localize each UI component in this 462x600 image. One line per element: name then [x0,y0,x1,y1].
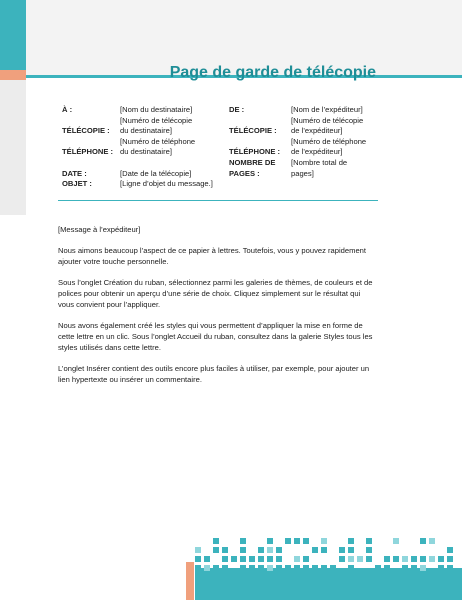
sender-phone-label: TÉLÉPHONE : [229,147,281,157]
message-body [58,224,378,395]
pattern-square [249,556,255,562]
pattern-square [321,538,327,544]
recipient-phone-value-line2[interactable]: du destinataire] [120,147,172,157]
pages-label-line1: NOMBRE DE [229,158,276,167]
from-label: DE : [229,105,245,114]
pattern-square [213,565,219,571]
pattern-square [222,556,228,562]
date-label: DATE : [62,168,87,178]
subject-value[interactable]: [Ligne d’objet du message.] [120,179,213,189]
pattern-square [267,538,273,544]
pattern-square [195,547,201,553]
pattern-square [348,556,354,562]
pattern-square [231,556,237,562]
pattern-square [348,538,354,544]
pattern-square [402,556,408,562]
pattern-square [348,547,354,553]
pattern-square [411,556,417,562]
to-label: À : [62,105,73,114]
pattern-square [240,565,246,571]
corner-accent-teal [0,0,26,70]
pattern-square [438,556,444,562]
pages-value-line2[interactable]: pages] [291,168,314,178]
pattern-square [384,556,390,562]
pattern-square [240,538,246,544]
pattern-square [402,565,408,571]
footer-pixel-pattern [195,538,462,600]
pattern-square [339,556,345,562]
pattern-square [357,556,363,562]
pattern-square [294,538,300,544]
pattern-square [258,565,264,571]
pattern-square [213,547,219,553]
pattern-square [366,538,372,544]
corner-accent-orange [0,70,26,80]
pattern-square [348,565,354,571]
message-paragraph-2: Sous l’onglet Création du ruban, sélectionnez parmi les galeries de thèmes, de couleurs et de polices pour obtenir un aperçu d’une série de choix. Cliquez simplement sur le résultat qui vous convient pour l’appliquer. [58,278,373,309]
sender-fax-label: TÉLÉCOPIE : [229,126,277,136]
info-separator [58,200,378,201]
pattern-square [411,565,417,571]
pattern-square [303,565,309,571]
sender-fax-value-line2[interactable]: de l’expéditeur] [291,126,343,136]
message-paragraph-4: L’onglet Insérer contient des outils encore plus faciles à utiliser, par exemple, pour ajouter un lien hypertexte ou insérer un commentaire. [58,364,370,384]
pattern-square [312,547,318,553]
pattern-square [312,565,318,571]
pattern-square [285,538,291,544]
sender-phone-value-line2[interactable]: de l’expéditeur] [291,147,343,157]
pattern-square [276,556,282,562]
pattern-square [375,565,381,571]
pattern-square [339,547,345,553]
pattern-square [294,565,300,571]
pattern-square [447,547,453,553]
pattern-square [393,556,399,562]
pattern-square [429,538,435,544]
pattern-square [204,556,210,562]
pattern-square [438,565,444,571]
recipient-phone-label: TÉLÉPHONE : [62,147,114,157]
pattern-square [222,565,228,571]
pattern-square [276,565,282,571]
pattern-square [447,556,453,562]
pattern-square [303,556,309,562]
pattern-square [258,547,264,553]
side-gray-bar [0,80,26,215]
sender-info [229,105,379,200]
pattern-square [321,547,327,553]
recipient-fax-label: TÉLÉCOPIE : [62,126,110,136]
recipient-info [62,105,227,200]
sender-phone-value-line1[interactable]: [Numéro de téléphone [291,136,367,146]
pattern-square [285,565,291,571]
pattern-square [240,556,246,562]
pages-label-line2: PAGES : [229,168,260,178]
pattern-square [195,556,201,562]
pattern-square [213,538,219,544]
pattern-square [420,538,426,544]
pattern-square [330,565,336,571]
pattern-square [303,538,309,544]
pattern-square [420,556,426,562]
pattern-square [267,556,273,562]
footer-orange-accent [186,562,194,600]
subject-label: OBJET : [62,179,92,189]
message-paragraph-3: Nous avons également créé les styles qui vous permettent d’appliquer la mise en forme de cette lettre en un clic. Sous l’onglet Accueil du ruban, consultez dans la galerie Styles tous les styles utilisés dans cette lettre. [58,321,373,352]
date-value[interactable]: [Date de la télécopie] [120,168,192,178]
recipient-fax-value-line2[interactable]: du destinataire] [120,126,172,136]
pattern-square [222,547,228,553]
to-value[interactable]: [Nom du destinataire] [120,105,193,114]
recipient-phone-value-line1[interactable]: [Numéro de téléphone [120,136,196,146]
pattern-square [429,556,435,562]
pattern-square [276,547,282,553]
recipient-fax-value-line1[interactable]: [Numéro de télécopie [120,115,193,125]
message-placeholder[interactable]: [Message à l’expéditeur] [58,225,141,234]
pattern-square [267,565,273,571]
pattern-square [366,547,372,553]
pattern-square [321,565,327,571]
pattern-square [195,565,201,571]
page-title: Page de garde de télécopie [169,64,376,81]
pattern-square [420,565,426,571]
pattern-square [204,565,210,571]
pages-value-line1[interactable]: [Nombre total de [291,158,348,167]
pattern-square [249,565,255,571]
pattern-square [258,556,264,562]
pattern-square [393,538,399,544]
from-value[interactable]: [Nom de l’expéditeur] [291,105,363,114]
sender-fax-value-line1[interactable]: [Numéro de télécopie [291,115,364,125]
pattern-square [447,565,453,571]
pattern-square [384,565,390,571]
pattern-square [267,547,273,553]
message-paragraph-1: Nous aimons beaucoup l’aspect de ce papier à lettres. Toutefois, vous y pouvez rapidement ajouter votre touche personnelle. [58,246,367,266]
pattern-square [294,556,300,562]
pattern-square [366,556,372,562]
pattern-square [240,547,246,553]
